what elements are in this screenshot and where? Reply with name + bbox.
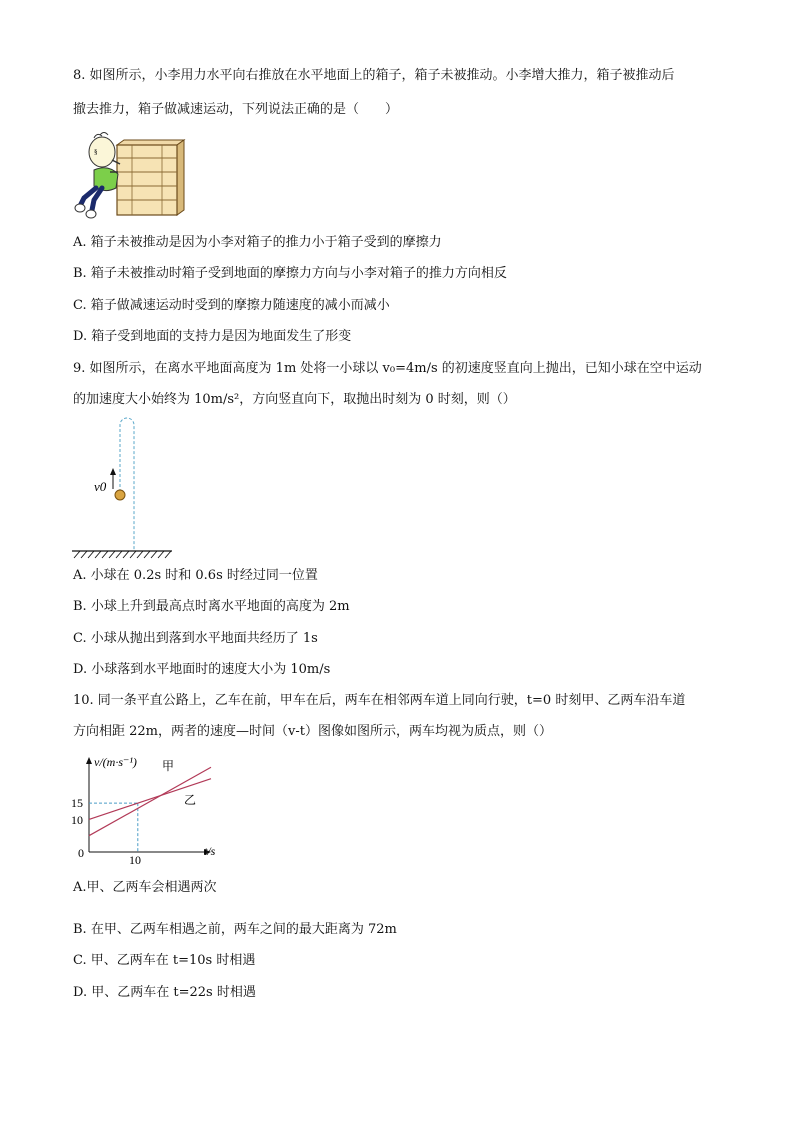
- v0-label: v0: [94, 479, 107, 494]
- series-label-yi: 乙: [184, 793, 197, 807]
- q8-option-c: C. 箱子做减速运动时受到的摩擦力随速度的减小而减小: [73, 298, 390, 313]
- ball: [115, 490, 125, 500]
- q8-option-d: D. 箱子受到地面的支持力是因为地面发生了形变: [73, 329, 352, 344]
- q10-stem-line2: 方向相距 22m，两者的速度—时间（v-t）图像如图所示，两车均视为质点，则（）: [73, 724, 552, 739]
- q9-option-b: B. 小球上升到最高点时离水平地面的高度为 2m: [73, 599, 350, 614]
- y-axis-arrow: [86, 757, 92, 764]
- q8-figure-push-box: [72, 130, 197, 222]
- origin-tick-label: 0: [78, 846, 84, 860]
- q10-option-b: B. 在甲、乙两车相遇之前，两车之间的最大距离为 72m: [73, 922, 397, 937]
- q8-option-a: A. 箱子未被推动是因为小李对箱子的推力小于箱子受到的摩擦力: [73, 235, 442, 250]
- q9-figure-ball-throw: [70, 413, 180, 560]
- q9-stem-line1: 9. 如图所示，在离水平地面高度为 1m 处将一小球以 v₀=4m/s 的初速度竖直向上抛出，已知小球在空中运动: [73, 361, 702, 376]
- crate: [117, 140, 184, 215]
- q10-option-d: D. 甲、乙两车在 t=22s 时相遇: [73, 985, 256, 1000]
- series-label-jia: 甲: [162, 759, 175, 773]
- person-pushing: [75, 133, 120, 219]
- ground-hatching: [74, 551, 171, 558]
- q10-stem-line1: 10. 同一条平直公路上，乙车在前，甲车在后，两车在相邻两车道上同向行驶，t=0 时刻甲、乙两车沿车道: [73, 693, 686, 708]
- q9-option-c: C. 小球从抛出到落到水平地面共经历了 1s: [73, 631, 318, 646]
- x-tick-label-10: 10: [129, 853, 141, 867]
- q10-vt-chart: [70, 752, 230, 872]
- q9-option-d: D. 小球落到水平地面时的速度大小为 10m/s: [73, 662, 331, 677]
- x-axis-label: t/s: [204, 844, 216, 858]
- q10-option-c: C. 甲、乙两车在 t=10s 时相遇: [73, 953, 256, 968]
- q9-stem-line2: 的加速度大小始终为 10m/s²，方向竖直向下，取抛出时刻为 0 时刻，则（）: [73, 392, 516, 407]
- y-tick-label-15: 15: [71, 796, 83, 810]
- q8-option-b: B. 箱子未被推动时箱子受到地面的摩擦力方向与小李对箱子的推力方向相反: [73, 266, 507, 281]
- q9-option-a: A. 小球在 0.2s 时和 0.6s 时经过同一位置: [73, 568, 318, 583]
- svg-text:§: §: [94, 148, 98, 156]
- q8-stem-line2: 撤去推力，箱子做减速运动，下列说法正确的是（ ）: [73, 102, 399, 117]
- y-tick-label-10: 10: [71, 813, 83, 827]
- trajectory-path: [120, 418, 134, 551]
- q10-option-a: A.甲、乙两车会相遇两次: [73, 880, 217, 895]
- y-axis-label: v/(m·s⁻¹): [94, 755, 137, 769]
- q8-stem-line1: 8. 如图所示，小李用力水平向右推放在水平地面上的箱子，箱子未被推动。小李增大推力，箱子被推动后: [73, 68, 675, 83]
